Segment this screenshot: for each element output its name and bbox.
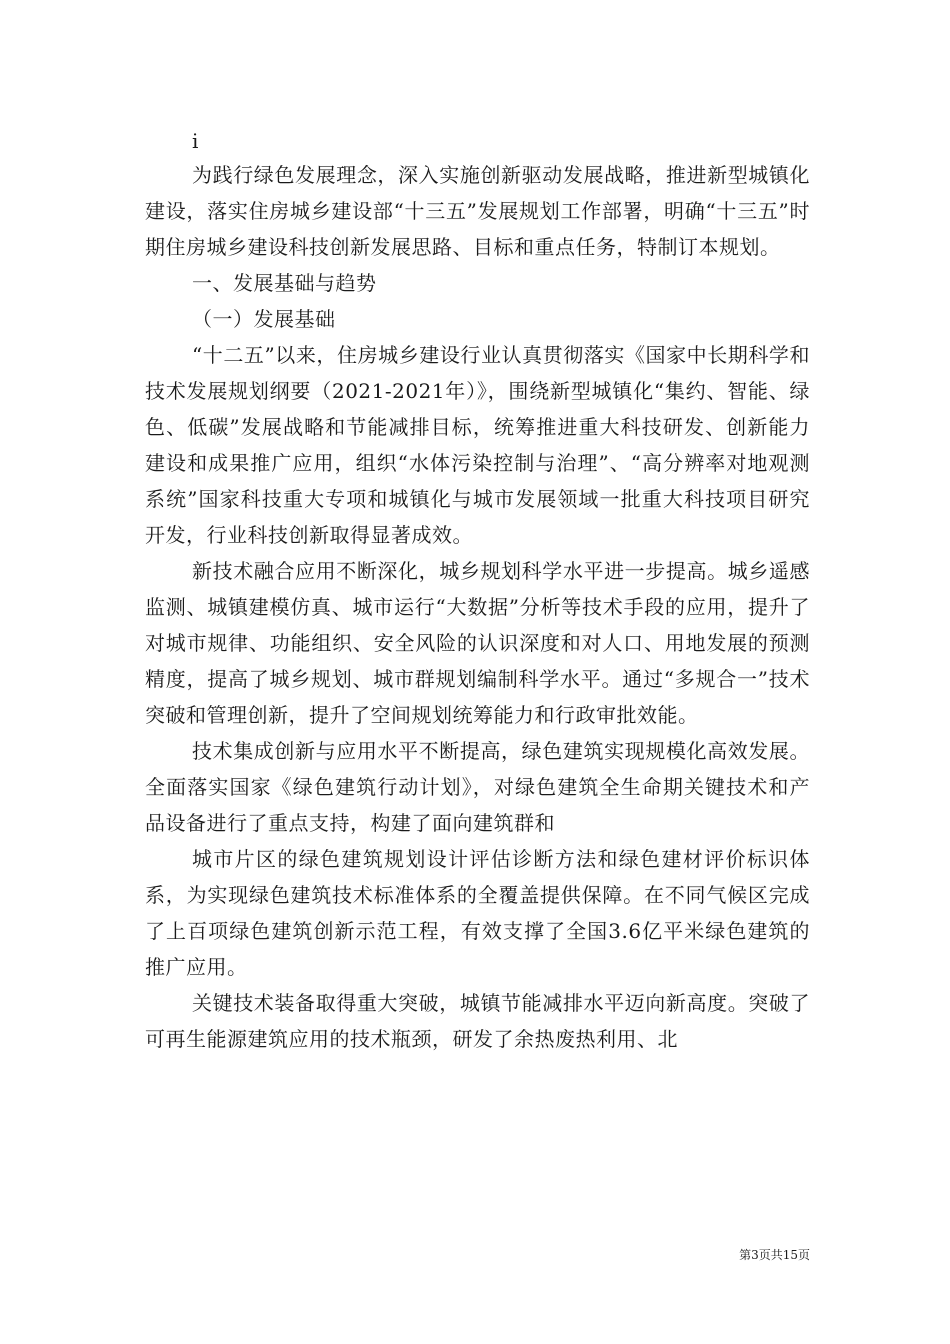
paragraph-planning: 新技术融合应用不断深化，城乡规划科学水平进一步提高。城乡遥感监测、城镇建模仿真、城市运行“大数据”分析等技术手段的应用，提升了对城市规律、功能组织、安全风险的认识深度和对人口、用地发展的预测精度，提高了城乡规划、城市群规划编制科学水平。通过“多规合一”技术突破和管理创新，提升了空间规划统筹能力和行政审批效能。	[145, 559, 810, 727]
paragraph-green-building-cont: 城市片区的绿色建筑规划设计评估诊断方法和绿色建材评价标识体系，为实现绿色建筑技术标准体系的全覆盖提供保障。在不同气候区完成了上百项绿色建筑创新示范工程，有效支撑了全国3.6亿平米绿色建筑的推广应用。	[145, 847, 810, 979]
subsection-heading: （一）发展基础	[192, 307, 336, 331]
intro-paragraph: 为践行绿色发展理念，深入实施创新驱动发展战略，推进新型城镇化建设，落实住房城乡建设部“十三五”发展规划工作部署，明确“十三五”时期住房城乡建设科技创新发展思路、目标和重点任务，特制订本规划。	[145, 163, 810, 259]
paragraph-green-building: 技术集成创新与应用水平不断提高，绿色建筑实现规模化高效发展。全面落实国家《绿色建筑行动计划》，对绿色建筑全生命期关键技术和产品设备进行了重点支持，构建了面向建筑群和	[145, 739, 810, 835]
paragraph-energy-saving: 关键技术装备取得重大突破，城镇节能减排水平迈向新高度。突破了可再生能源建筑应用的技术瓶颈，研发了余热废热利用、北	[145, 991, 810, 1051]
section-heading: 一、发展基础与趋势	[192, 271, 377, 295]
page-number-footer: 第3页共15页	[739, 1248, 810, 1262]
paragraph-achievements: “十二五”以来，住房城乡建设行业认真贯彻落实《国家中长期科学和技术发展规划纲要（2021-2021年）》，围绕新型城镇化“集约、智能、绿色、低碳”发展战略和节能减排目标，统筹推进重大科技研发、创新能力建设和成果推广应用，组织“水体污染控制与治理”、“高分辨率对地观测系统”国家科技重大专项和城镇化与城市发展领域一批重大科技项目研究开发，行业科技创新取得显著成效。	[145, 343, 810, 547]
stray-character: i	[192, 129, 199, 153]
document-body	[145, 125, 810, 1057]
